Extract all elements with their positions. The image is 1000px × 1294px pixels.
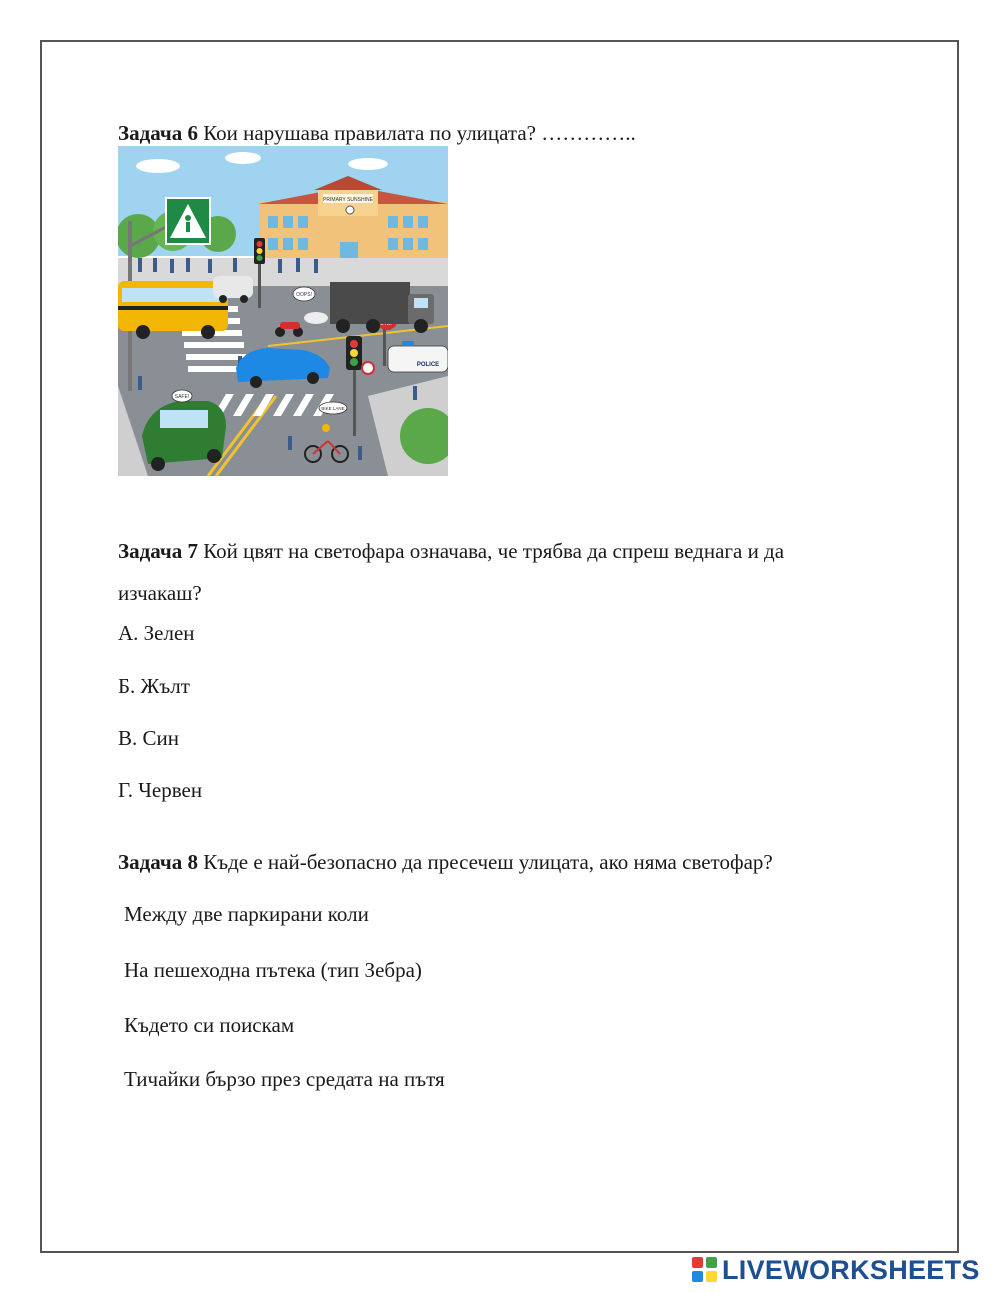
task6-label: Задача 6 <box>118 121 198 145</box>
task7-option-d[interactable]: Г. Червен <box>118 778 203 802</box>
liveworksheets-logo-icon <box>692 1257 718 1283</box>
task7-question-line1 <box>118 538 784 564</box>
task7-option-b[interactable]: Б. Жълт <box>118 674 190 698</box>
logo-square-v <box>692 1271 703 1282</box>
task8-text: Къде е най-безопасно да пресечеш улицата, ако няма светофар? <box>197 850 773 874</box>
task8-option-2[interactable]: На пешеходна пътека (тип Зебра) <box>124 958 422 982</box>
police-car <box>388 346 448 372</box>
task7-option-a[interactable]: А. Зелен <box>118 621 195 645</box>
task8-question <box>118 849 773 875</box>
liveworksheets-wordmark: LIVEWORKSHEETS <box>722 1254 980 1285</box>
task7-option-c[interactable]: В. Син <box>118 726 179 750</box>
bubble-oops: OOPS! <box>296 292 312 298</box>
task8-label: Задача 8 <box>118 850 198 874</box>
bubble-safe: SAFE! <box>174 394 190 400</box>
logo-square-l <box>692 1257 703 1268</box>
bubble-bike: BIKE LANE <box>321 406 345 411</box>
school-sign-text: PRIMARY SUNSHINE <box>323 197 373 203</box>
logo-square-e <box>706 1271 717 1282</box>
task7-question-line2: изчакаш? <box>118 581 202 605</box>
logo-square-i <box>706 1257 717 1268</box>
task7-text-line1: Кой цвят на светофара означава, че трябва да спреш веднага и да <box>197 539 785 563</box>
street-scene-image <box>118 146 448 476</box>
task6-text: Кои нарушава правилата по улицата? ………….. <box>197 121 636 145</box>
truck <box>330 282 410 324</box>
liveworksheets-brand[interactable] <box>692 1255 980 1285</box>
task7-label: Задача 7 <box>118 539 198 563</box>
task6-question <box>118 120 636 146</box>
task8-option-1[interactable]: Между две паркирани коли <box>124 902 369 926</box>
task8-option-4[interactable]: Тичайки бързо през средата на пътя <box>124 1067 445 1091</box>
task8-option-3[interactable]: Където си поискам <box>124 1013 295 1037</box>
police-label: POLICE <box>416 362 440 368</box>
